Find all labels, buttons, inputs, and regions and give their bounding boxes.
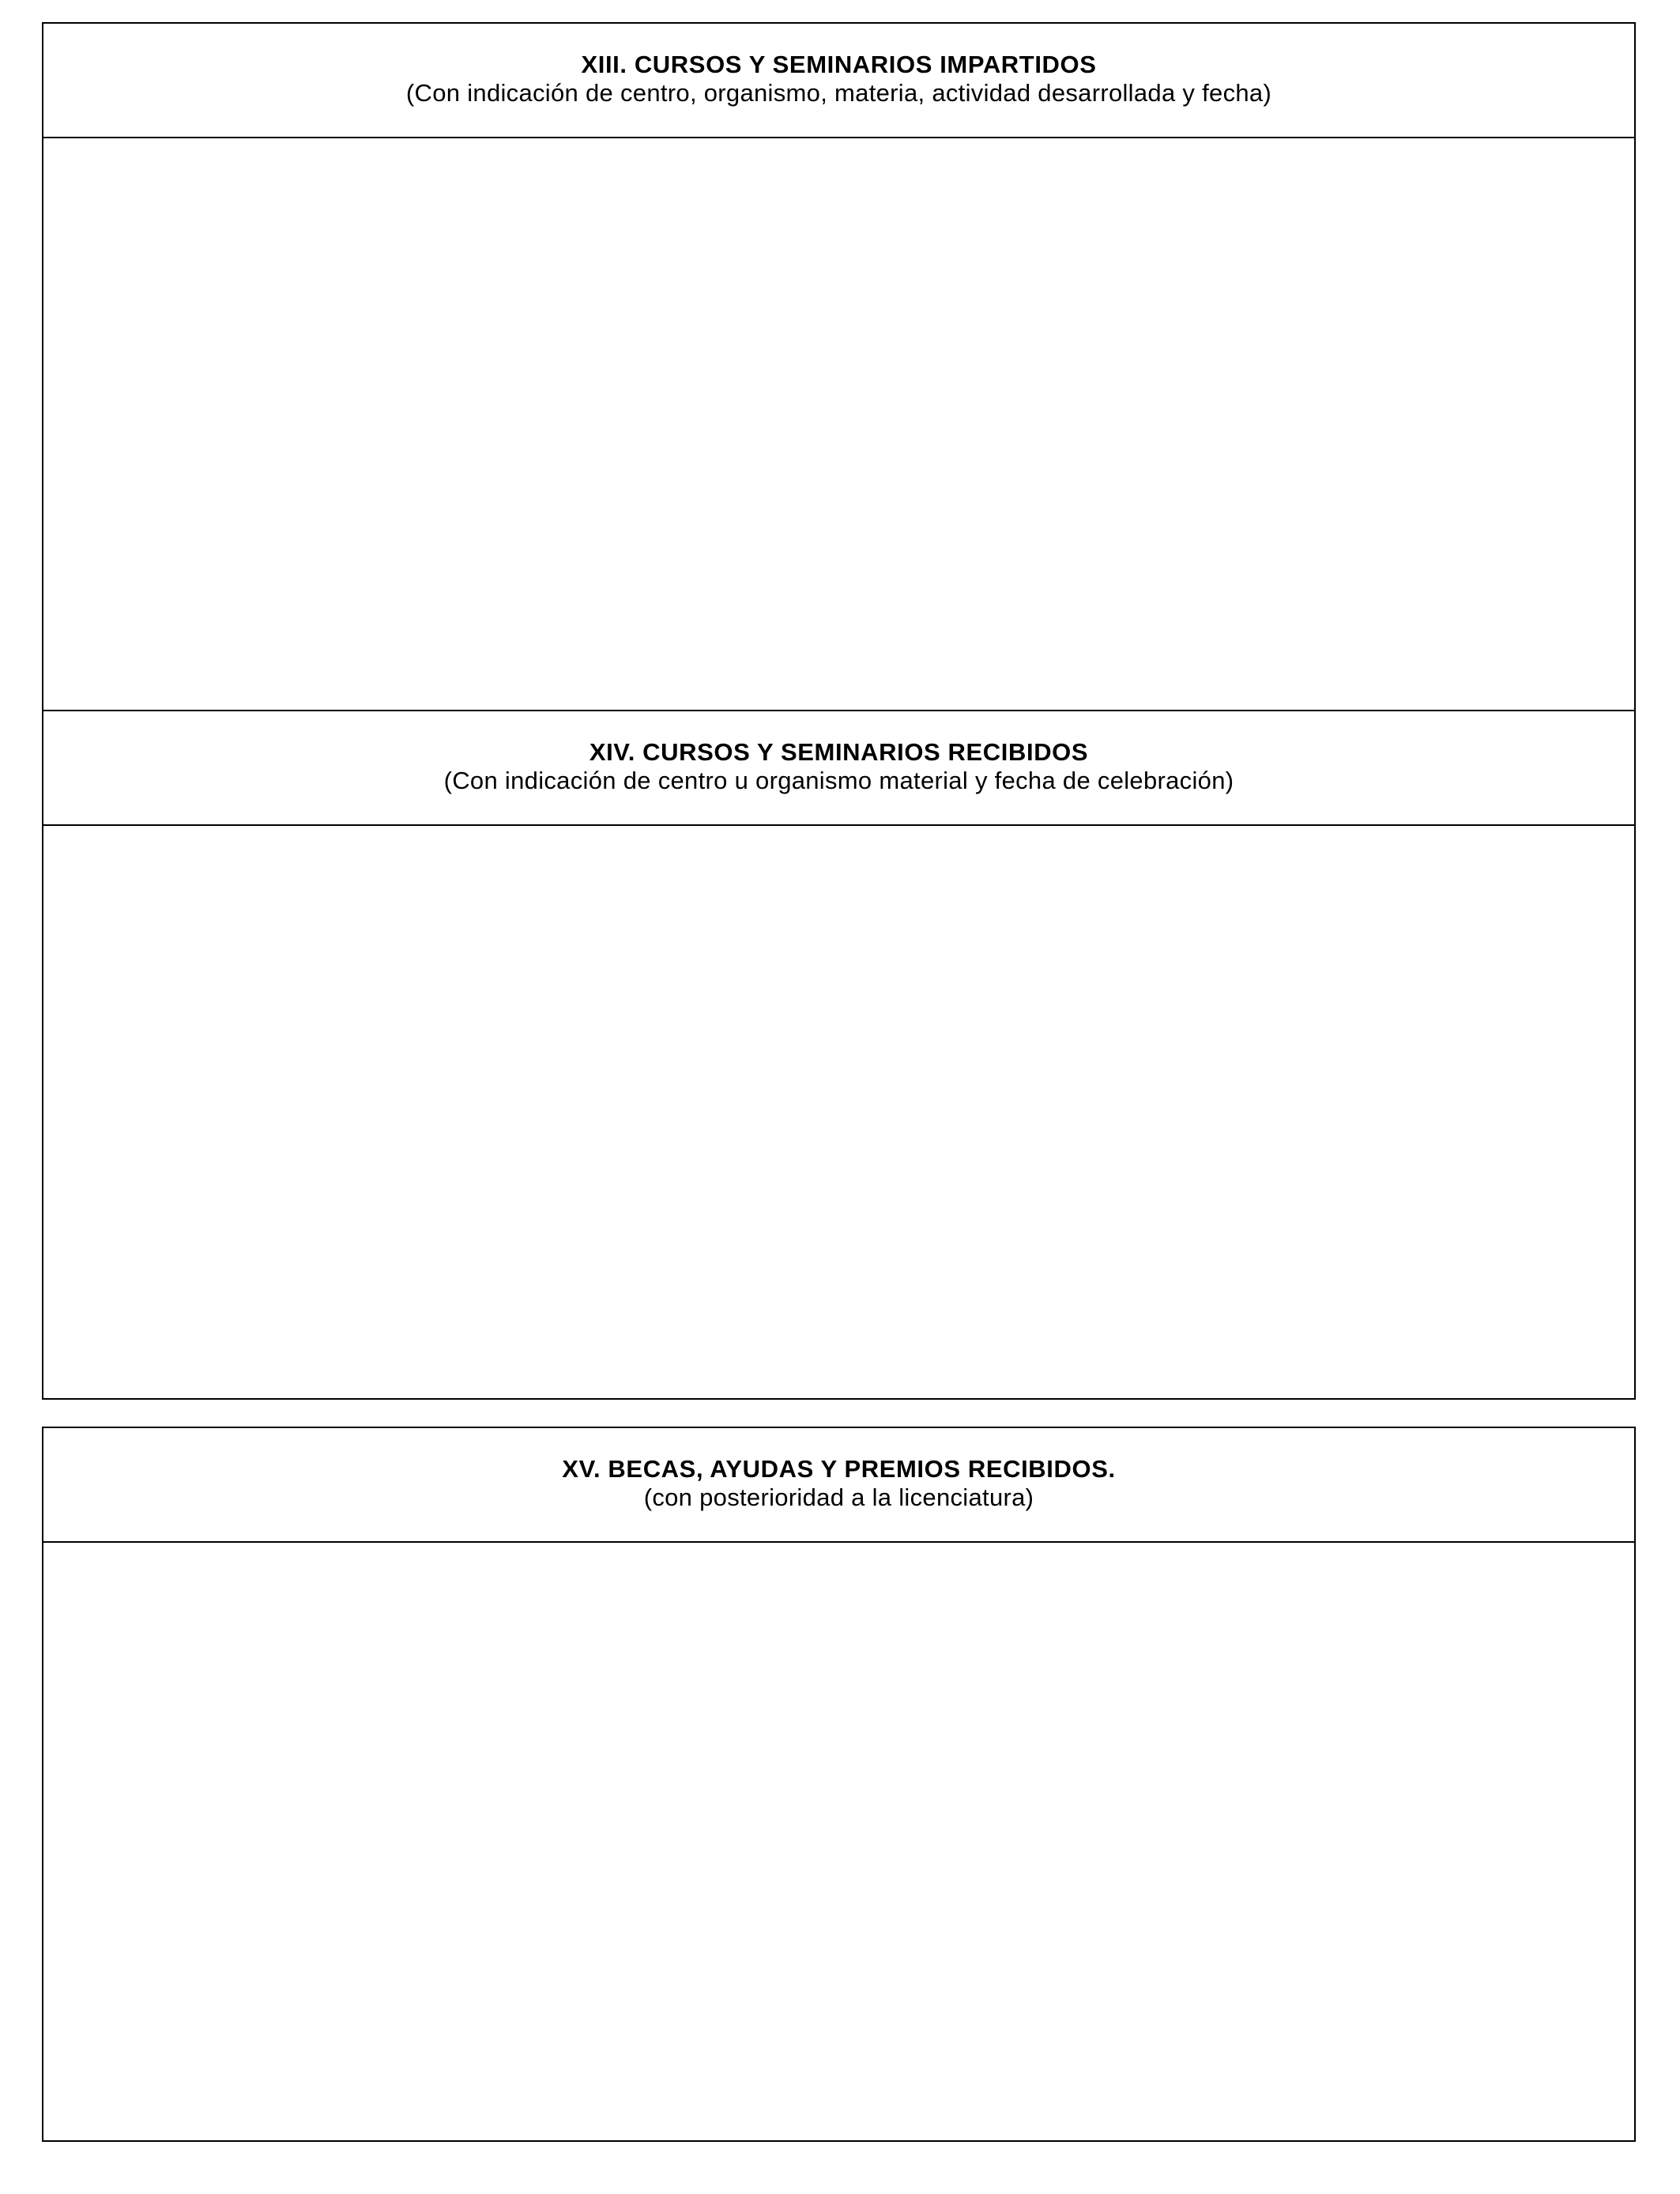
section-title-xiv: XIV. CURSOS Y SEMINARIOS RECIBIDOS bbox=[589, 738, 1089, 766]
section-header-xv bbox=[43, 1428, 1634, 1543]
form-box-courses bbox=[42, 22, 1636, 1400]
content-area-xiv[interactable] bbox=[43, 826, 1634, 1398]
section-title-xv: XV. BECAS, AYUDAS Y PREMIOS RECIBIDOS. bbox=[562, 1455, 1116, 1483]
section-subtitle-xiv: (Con indicación de centro u organismo material y fecha de celebración) bbox=[443, 767, 1234, 794]
section-header-xiv bbox=[43, 710, 1634, 826]
section-subtitle-xiii: (Con indicación de centro, organismo, materia, actividad desarrollada y fecha) bbox=[405, 79, 1272, 107]
content-area-xv[interactable] bbox=[43, 1543, 1634, 2140]
form-box-grants bbox=[42, 1427, 1636, 2142]
section-header-xiii bbox=[43, 24, 1634, 138]
content-area-xiii[interactable] bbox=[43, 138, 1634, 710]
section-title-xiii: XIII. CURSOS Y SEMINARIOS IMPARTIDOS bbox=[581, 51, 1097, 78]
section-subtitle-xv: (con posterioridad a la licenciatura) bbox=[643, 1483, 1034, 1511]
